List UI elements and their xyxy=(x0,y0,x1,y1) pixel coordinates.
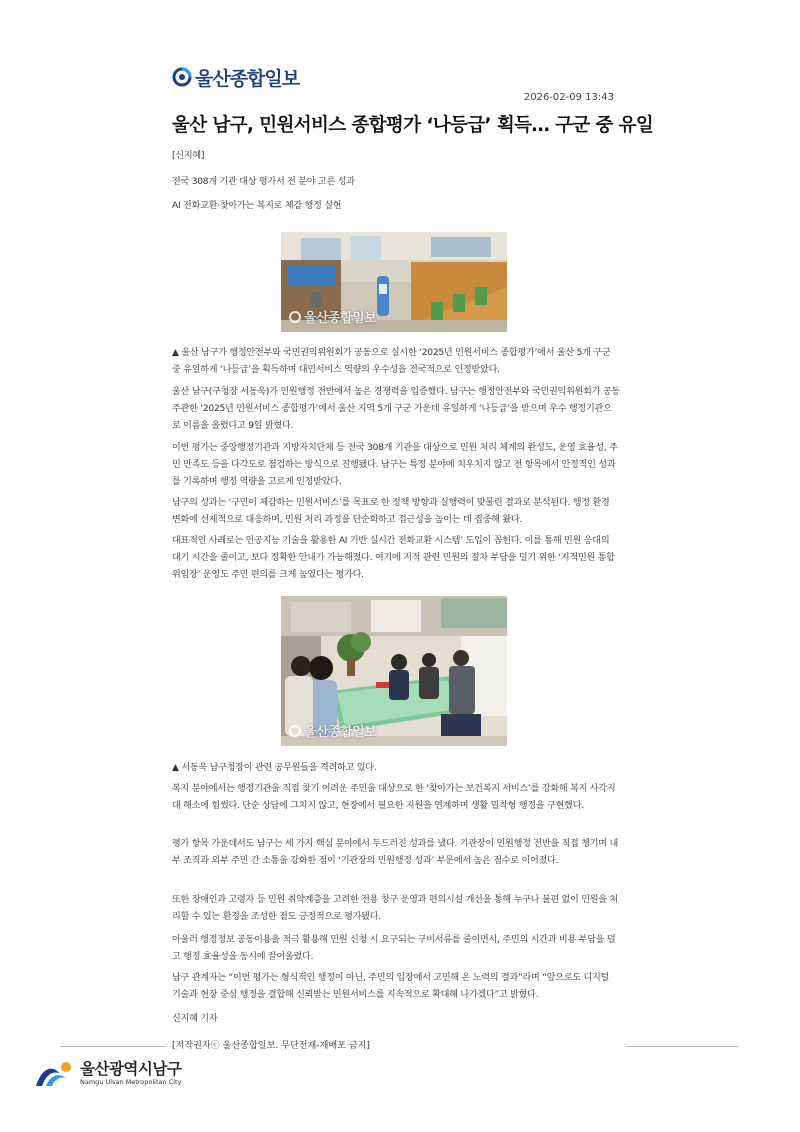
article-byline: 신지혜 기자 xyxy=(172,1014,218,1024)
watermark-logo-icon xyxy=(289,725,301,737)
article-paragraph: 복지 분야에서는 행정기관을 직접 찾기 어려운 주민을 대상으로 한 ‘찾아가는 보건복지 서비스’를 강화해 복지 사각지대 해소에 힘썼다. 단순 상담에 그치지 않고, 현장에서 필요한 지원을 연계하며 생활 밀착형 행정을 구현했다. xyxy=(172,784,616,811)
article-paragraph: 아울러 행정정보 공동이용을 적극 활용해 민원 신청 시 요구되는 구비서류를 줄이면서, 주민의 시간과 비용 부담을 덜고 행정 효율성을 동시에 끌어올렸다. xyxy=(172,935,616,962)
article-photo-service-center xyxy=(281,232,507,332)
article-photo-meeting xyxy=(281,596,507,746)
article-subtitle: 전국 308개 기관 대상 평가서 전 분야 고른 성과 xyxy=(172,177,355,187)
article-paragraph: 평가 항목 가운데서도 남구는 세 가지 핵심 분야에서 두드러진 성과를 냈다. 기관장이 민원행정 전반을 직접 챙기며 내부 조직과 외부 주민 간 소통을 강화한 점이 ‘기관장의 민원행정 성과’ 부문에서 높은 점수로 이어졌다. xyxy=(172,839,619,866)
publication-name: 울산종합일보 xyxy=(195,67,300,90)
photo-watermark: 울산종합일보 xyxy=(289,307,376,326)
divider-right xyxy=(626,1046,738,1047)
article-paragraph: 또한 장애인과 고령자 등 민원 취약계층을 고려한 전용 창구 운영과 편의시설 개선을 통해 누구나 불편 없이 민원을 처리할 수 있는 환경을 조성한 점도 긍정적으로 평가됐다. xyxy=(172,895,619,922)
footer-org-logo[interactable] xyxy=(34,1058,181,1090)
article-date: 2026-02-09 13:43 xyxy=(523,92,614,103)
watermark-logo-icon xyxy=(289,311,301,323)
photo-watermark: 울산종합일보 xyxy=(289,721,376,740)
org-name-english: Namgu Ulsan Metropolitan City xyxy=(80,1078,182,1086)
masthead-logo[interactable] xyxy=(172,64,299,90)
ulsan-daily-swirl-icon xyxy=(172,67,192,87)
divider-left xyxy=(60,1046,166,1047)
copyright-notice: [저작권자ⓒ 울산종합일보. 무단전재-재배포 금지] xyxy=(172,1041,370,1051)
article-paragraph: 울산 남구(구청장 서동욱)가 민원행정 전반에서 높은 경쟁력을 입증했다. 남구는 행정안전부와 국민권익위원회가 공동 주관한 ‘2025년 민원서비스 종합평가’에서 울산 지역 5개 구군 가운데 유일하게 ‘나등급’을 받으며 우수 행정기관으로 이름을 올렸다고 9일 밝혔다. xyxy=(172,387,620,431)
reporter-tag: [신지혜] xyxy=(172,151,205,161)
article-subtitle: AI 전화교환·찾아가는 복지로 체감 행정 실현 xyxy=(172,201,342,211)
photo-caption: ▲ 울산 남구가 행정안전부와 국민권익위원회가 공동으로 실시한 ‘2025년 민원서비스 종합평가’에서 울산 5개 구군 중 유일하게 ‘나등급’을 획득하며 대민서비스 역량의 우수성을 전국적으로 인정받았다. xyxy=(172,348,611,375)
namgu-emblem-icon xyxy=(34,1058,74,1090)
article-paragraph: 대표적인 사례로는 인공지능 기술을 활용한 AI 기반 실시간 전화교환 시스템’ 도입이 꼽힌다. 이를 통해 민원 응대의 대기 시간을 줄이고, 보다 정확한 안내가 가능해졌다. 여기에 지적 관련 민원의 절차 부담을 덜기 위한 ‘지적민원 통합위임장’ 운영도 주민 편의를 크게 높였다는 평가다. xyxy=(172,536,615,580)
photo-caption: ▲ 서동욱 남구청장이 관련 공무원들을 격려하고 있다. xyxy=(172,763,377,773)
article-paragraph: 남구의 성과는 ‘구민이 체감하는 민원서비스’를 목표로 한 정책 방향과 실행력이 맞물린 결과로 분석된다. 행정 환경 변화에 선제적으로 대응하며, 민원 처리 과정을 단순화하고 접근성을 높이는 데 집중해 왔다. xyxy=(172,498,610,525)
org-name-korean: 울산광역시남구 xyxy=(80,1060,182,1078)
article-paragraph: 이번 평가는 중앙행정기관과 지방자치단체 등 전국 308개 기관을 대상으로 민원 처리 체계의 완성도, 운영 효율성, 주민 만족도 등을 다각도로 점검하는 방식으로 진행됐다. 남구는 특정 분야에 치우치지 않고 전 항목에서 안정적인 성과를 기록하며 행정 역량을 고르게 인정받았다. xyxy=(172,443,618,487)
article-paragraph: 남구 관계자는 “이번 평가는 형식적인 행정이 아닌, 주민의 입장에서 고민해 온 노력의 결과”라며 “앞으로도 디지털 기술과 현장 중심 행정을 결합해 신뢰받는 민원서비스를 지속적으로 확대해 나가겠다”고 밝혔다. xyxy=(172,973,610,1000)
article-headline: 울산 남구, 민원서비스 종합평가 ‘나등급’ 획득… 구군 중 유일 xyxy=(172,115,654,136)
